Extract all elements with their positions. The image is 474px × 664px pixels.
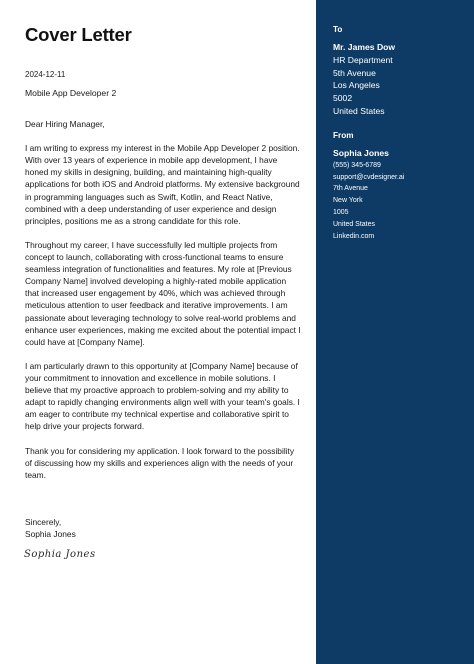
page-title: Cover Letter: [25, 24, 132, 45]
letter-subject: Mobile App Developer 2: [25, 88, 117, 98]
closing-block: [25, 516, 76, 540]
paragraph-3: I am particularly drawn to this opportunity at [Company Name] because of your commitment to innovation and excellence in mobile solutions. I believe that my proactive approach to problem-solving and my ability to adapt to rapidly changing environments align well with your team's goals. I am eager to contribute my technical expertise and collaborative spirit to help drive your projects forward.: [25, 360, 300, 432]
letter-date: 2024-12-11: [25, 70, 66, 79]
paragraph-4: Thank you for considering my application. I look forward to the possibility of discussing how my skills and experiences align with the needs of your team.: [25, 445, 295, 480]
closing: Sincerely,: [25, 517, 62, 527]
paragraph-1: I am writing to express my interest in the Mobile App Developer 2 position. With over 13 years of experience in mobile app development, I have honed my skills in designing, building, and maintaining high-quality applications for both iOS and Android platforms. My extensive background in programming languages such as Swift, Kotlin, and React Native, combined with a deep understanding of user experience and design principles, positions me as a strong candidate for this role.: [25, 143, 300, 226]
greeting: Dear Hiring Manager,: [25, 119, 105, 129]
letter-body: [25, 118, 301, 493]
sender-email[interactable]: support@cvdesigner.ai: [333, 173, 405, 181]
sender-link[interactable]: Linkedin.com: [333, 232, 375, 240]
sender-city: New York: [333, 197, 363, 205]
sender-phone: (555) 345-6789: [333, 161, 381, 169]
recipient-street: 5th Avenue: [333, 67, 376, 78]
sender-block: [333, 147, 404, 242]
sender-name-sidebar: Sophia Jones: [333, 148, 389, 158]
recipient-city: Los Angeles: [333, 80, 380, 91]
signature: Sophia Jones: [24, 549, 96, 560]
to-heading: To: [333, 25, 343, 34]
sender-zip: 1005: [333, 208, 349, 216]
recipient-name: Mr. James Dow: [333, 42, 396, 52]
recipient-country: United States: [333, 105, 385, 116]
recipient-zip: 5002: [333, 93, 353, 104]
sender-street: 7th Avenue: [333, 185, 368, 193]
paragraph-2: Throughout my career, I have successfully led multiple projects from concept to launch, collaborating with cross-functional teams to ensure seamless integration of functionalities and features. My role at [Previous Company Name] involved developing a highly-rated mobile application that increased user engagement by 40%, which was achieved through meticulous attention to user feedback and iterative improvements. I am passionate about leveraging technology to solve real-world problems and enhance user experiences, making me excited about the potential impact I could have at [Company Name].: [25, 239, 301, 347]
sender-country: United States: [333, 220, 376, 228]
sender-name: Sophia Jones: [25, 529, 76, 540]
sidebar: [316, 0, 474, 664]
recipient-block: [333, 41, 395, 118]
recipient-department: HR Department: [333, 54, 393, 65]
from-heading: From: [333, 131, 354, 140]
